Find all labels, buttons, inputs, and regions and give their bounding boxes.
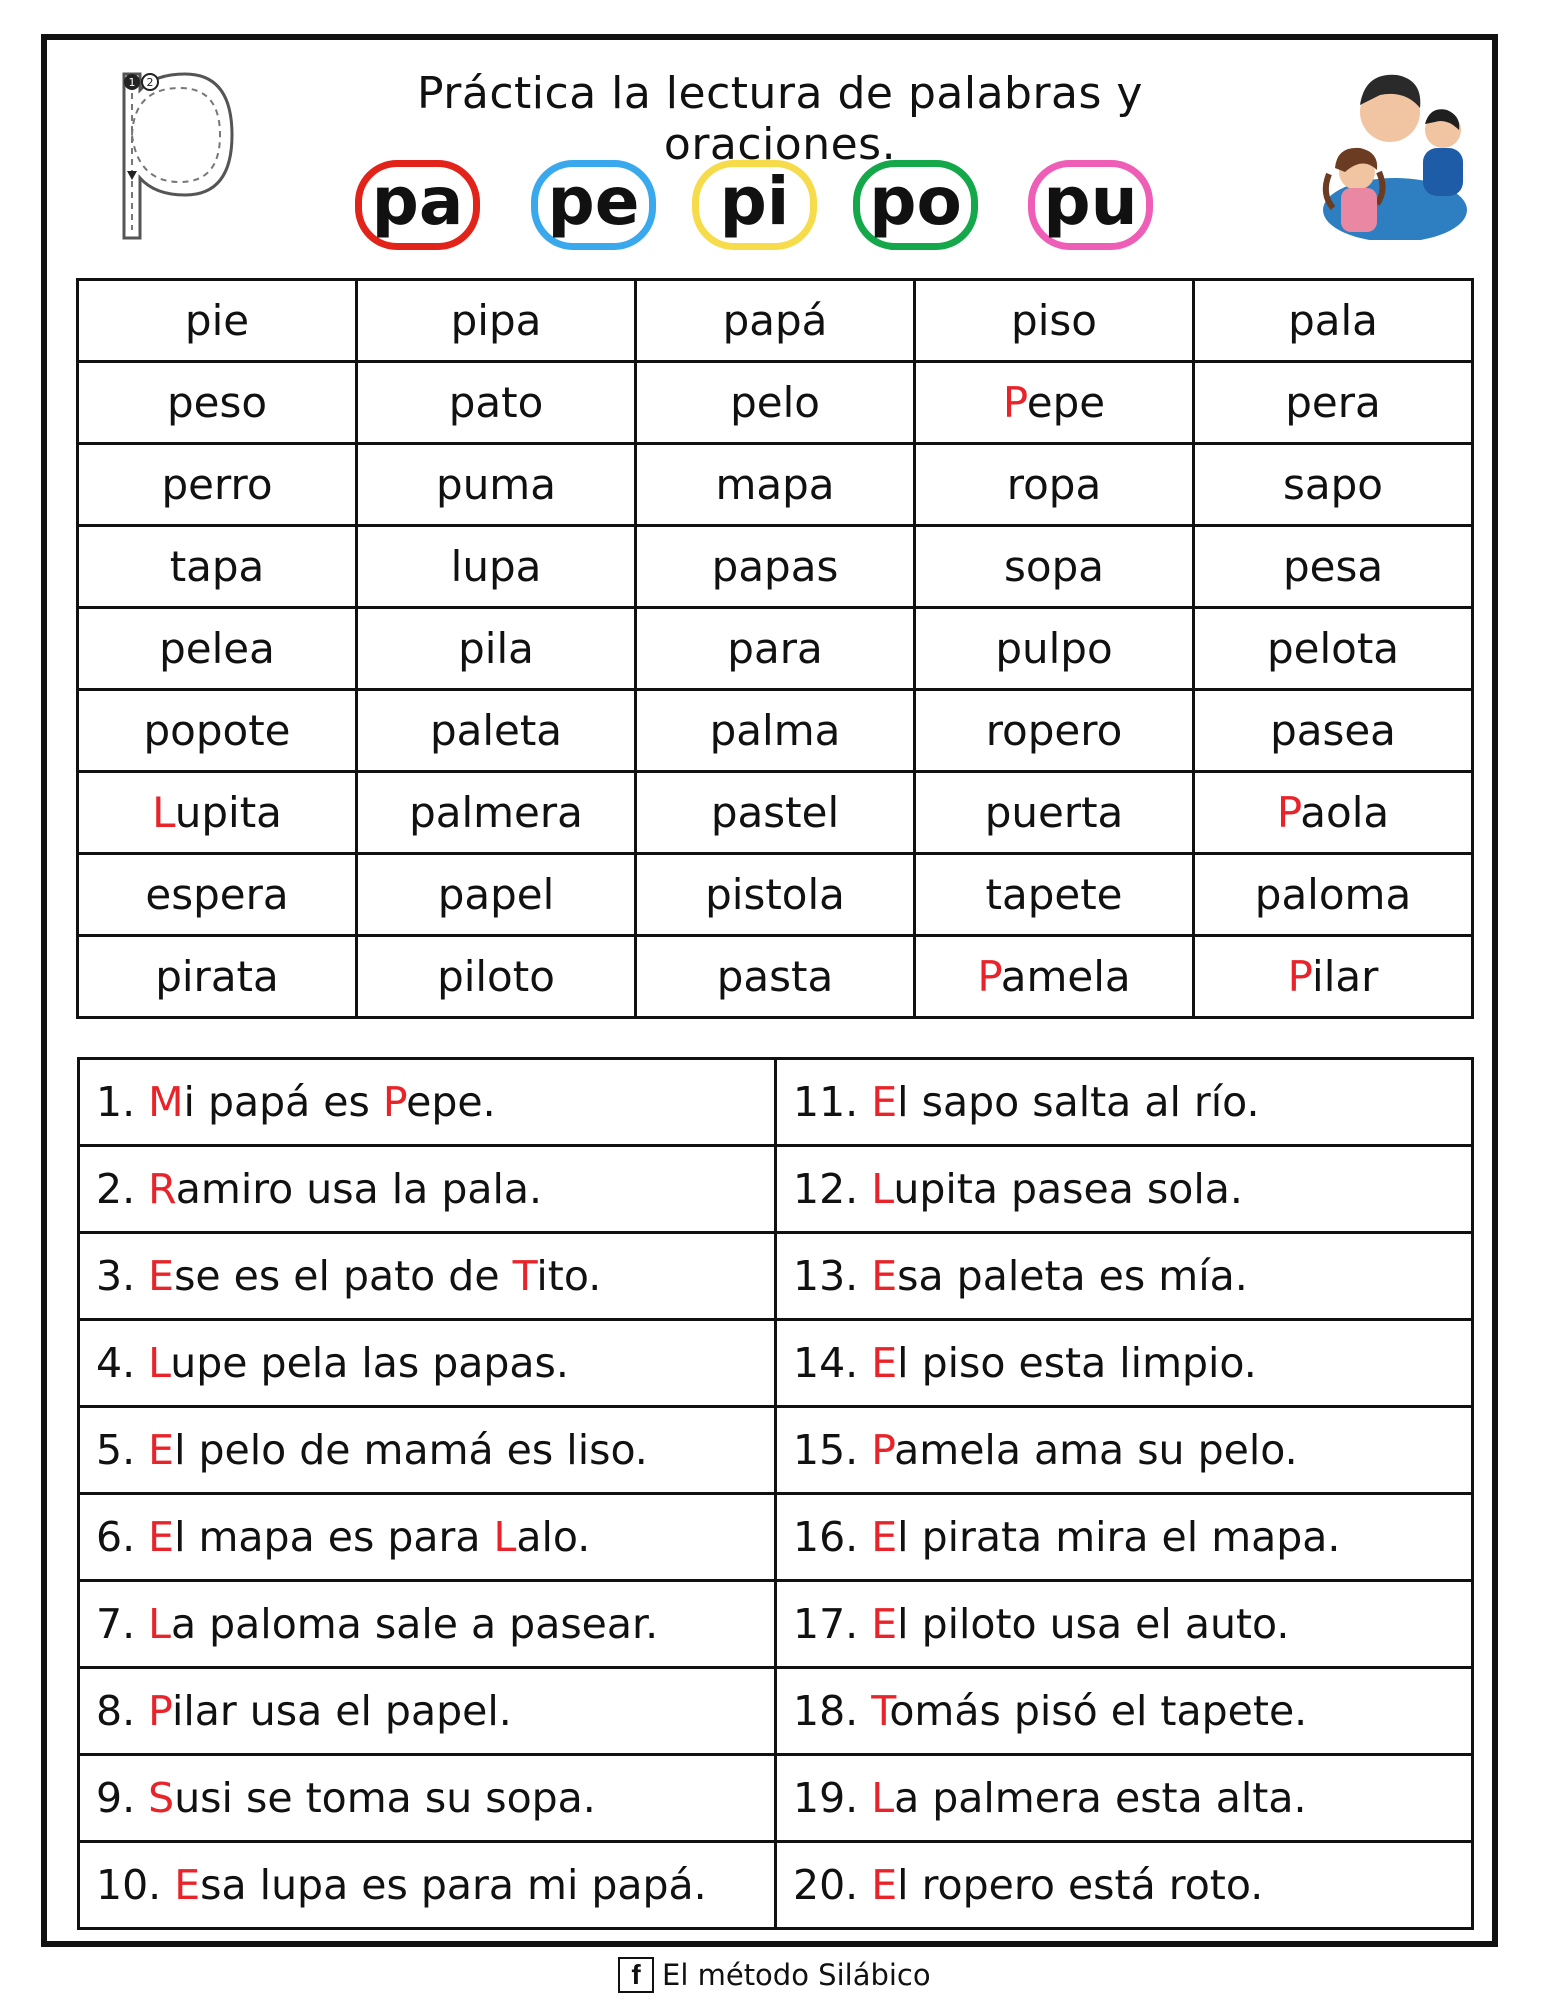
word-cell	[357, 280, 636, 362]
word-cell	[78, 690, 357, 772]
syllable-pa: pa	[355, 160, 480, 250]
sentence-number: 11.	[793, 1078, 872, 1126]
word-text: pistola	[705, 870, 845, 919]
sentence-number: 6.	[96, 1513, 149, 1561]
word-text: tapa	[169, 542, 265, 591]
word-row	[78, 444, 1473, 526]
word-initial: L	[152, 788, 175, 837]
syllable-row	[355, 160, 1175, 260]
sentence-row	[79, 1581, 1473, 1668]
sentence-cell	[79, 1407, 776, 1494]
word-text: pulpo	[995, 624, 1113, 673]
word-row	[78, 936, 1473, 1018]
word-cell	[915, 772, 1194, 854]
word-cell	[78, 280, 357, 362]
sentence-row	[79, 1407, 1473, 1494]
sentence-text: amiro usa la pala.	[175, 1165, 543, 1213]
word-cell	[1194, 362, 1473, 444]
word-text: pelea	[159, 624, 275, 673]
sentence-text: l pelo de mamá es liso.	[174, 1426, 648, 1474]
word-text: papá	[722, 296, 828, 345]
word-cell	[78, 854, 357, 936]
word-cell	[915, 608, 1194, 690]
word-text: tapete	[985, 870, 1123, 919]
sentence-text: l piloto usa el auto.	[897, 1600, 1290, 1648]
word-row	[78, 280, 1473, 362]
sentence-number: 9.	[96, 1774, 149, 1822]
word-cell	[636, 280, 915, 362]
sentence-initial: T	[512, 1252, 537, 1300]
word-cell	[915, 936, 1194, 1018]
word-cell	[357, 772, 636, 854]
sentence-initial: T	[871, 1687, 890, 1735]
word-cell	[1194, 772, 1473, 854]
sentence-initial: E	[871, 1600, 898, 1648]
sentence-number: 15.	[793, 1426, 872, 1474]
sentence-text: l mapa es para	[174, 1513, 494, 1561]
word-text: sapo	[1283, 460, 1383, 509]
word-cell	[357, 936, 636, 1018]
sentence-cell	[776, 1842, 1473, 1929]
word-text: popote	[143, 706, 291, 755]
word-text: mapa	[715, 460, 835, 509]
word-text: pesa	[1282, 542, 1384, 591]
word-text: palma	[709, 706, 841, 755]
sentence-initial: P	[148, 1687, 172, 1735]
sentence-initial: L	[871, 1774, 895, 1822]
word-cell	[1194, 280, 1473, 362]
word-text: pelota	[1266, 624, 1400, 673]
page-title: Práctica la lectura de palabras y oraciones.	[417, 68, 1143, 170]
sentence-text: a paloma sale a pasear.	[171, 1600, 659, 1648]
word-text: aola	[1300, 788, 1390, 837]
word-cell	[915, 690, 1194, 772]
sentence-row	[79, 1668, 1473, 1755]
word-cell	[915, 362, 1194, 444]
sentence-cell	[776, 1320, 1473, 1407]
word-cell	[915, 280, 1194, 362]
word-cell	[1194, 444, 1473, 526]
word-text: papas	[711, 542, 839, 591]
facebook-icon[interactable]: f	[618, 1957, 654, 1993]
word-cell	[357, 526, 636, 608]
word-cell	[636, 772, 915, 854]
word-text: espera	[145, 870, 289, 919]
sentence-row	[79, 1842, 1473, 1929]
sentence-cell	[776, 1581, 1473, 1668]
letter-p-tracing-icon	[110, 60, 240, 245]
word-text: upita	[174, 788, 282, 837]
word-cell	[636, 690, 915, 772]
word-cell	[636, 936, 915, 1018]
word-row	[78, 608, 1473, 690]
word-initial: P	[1002, 378, 1027, 427]
sentence-text: ito.	[536, 1252, 602, 1300]
word-text: pipa	[450, 296, 542, 345]
sentence-row	[79, 1494, 1473, 1581]
sentence-cell	[79, 1059, 776, 1146]
sentence-text: l piso esta limpio.	[897, 1339, 1257, 1387]
word-text: pera	[1285, 378, 1381, 427]
sentence-cell	[79, 1494, 776, 1581]
sentence-number: 8.	[96, 1687, 149, 1735]
word-text: piloto	[437, 952, 555, 1001]
word-cell	[357, 854, 636, 936]
svg-text:2: 2	[146, 76, 154, 89]
word-text: ropa	[1006, 460, 1102, 509]
footer	[618, 1955, 931, 1995]
word-text: sopa	[1004, 542, 1104, 591]
syllable-pe: pe	[531, 160, 656, 250]
word-table	[76, 278, 1474, 1019]
sentence-text: upe pela las papas.	[170, 1339, 569, 1387]
sentence-number: 3.	[96, 1252, 149, 1300]
sentence-number: 12.	[793, 1165, 872, 1213]
sentence-initial: E	[148, 1513, 175, 1561]
sentence-row	[79, 1755, 1473, 1842]
word-text: perro	[161, 460, 273, 509]
sentence-initial: P	[382, 1078, 407, 1126]
sentence-text: l ropero está roto.	[897, 1861, 1264, 1909]
sentence-initial: E	[871, 1078, 898, 1126]
sentence-text: sa paleta es mía.	[897, 1252, 1248, 1300]
sentence-text: epe.	[406, 1078, 496, 1126]
syllable-pu: pu	[1028, 160, 1153, 250]
word-cell	[78, 936, 357, 1018]
sentence-initial: E	[148, 1252, 175, 1300]
sentence-text: l sapo salta al río.	[897, 1078, 1260, 1126]
word-text: pasea	[1270, 706, 1396, 755]
word-cell	[357, 362, 636, 444]
word-row	[78, 526, 1473, 608]
sentence-initial: E	[174, 1861, 201, 1909]
syllable-po: po	[853, 160, 978, 250]
sentence-cell	[79, 1668, 776, 1755]
sentence-cell	[79, 1233, 776, 1320]
word-initial: P	[977, 952, 1001, 1001]
word-cell	[915, 444, 1194, 526]
word-cell	[1194, 608, 1473, 690]
sentence-initial: S	[148, 1774, 175, 1822]
word-text: puerta	[984, 788, 1124, 837]
sentence-initial: M	[148, 1078, 184, 1126]
word-text: papel	[437, 870, 555, 919]
word-cell	[1194, 936, 1473, 1018]
word-cell	[636, 526, 915, 608]
word-text: para	[727, 624, 823, 673]
sentence-initial: L	[148, 1600, 171, 1648]
sentence-text: sa lupa es para mi papá.	[200, 1861, 707, 1909]
sentence-cell	[79, 1146, 776, 1233]
word-cell	[78, 772, 357, 854]
word-cell	[78, 608, 357, 690]
word-text: epe	[1026, 378, 1106, 427]
word-row	[78, 690, 1473, 772]
sentence-number: 2.	[96, 1165, 149, 1213]
word-cell	[636, 608, 915, 690]
word-text: puma	[436, 460, 556, 509]
word-cell	[636, 362, 915, 444]
word-initial: P	[1287, 952, 1313, 1001]
word-text: paleta	[429, 706, 563, 755]
word-cell	[915, 854, 1194, 936]
sentence-number: 20.	[793, 1861, 872, 1909]
sentence-text: ilar usa el papel.	[171, 1687, 512, 1735]
sentence-cell	[776, 1755, 1473, 1842]
word-cell	[1194, 526, 1473, 608]
sentence-cell	[776, 1233, 1473, 1320]
sentence-initial: E	[871, 1252, 898, 1300]
word-cell	[78, 526, 357, 608]
sentence-number: 17.	[793, 1600, 872, 1648]
sentence-cell	[776, 1407, 1473, 1494]
word-text: paloma	[1254, 870, 1412, 919]
sentence-text: alo.	[516, 1513, 591, 1561]
sentence-number: 10.	[96, 1861, 175, 1909]
word-text: pato	[448, 378, 544, 427]
sentence-text: upita pasea sola.	[893, 1165, 1243, 1213]
word-cell	[357, 608, 636, 690]
word-cell	[636, 444, 915, 526]
sentence-number: 16.	[793, 1513, 872, 1561]
sentence-cell	[79, 1320, 776, 1407]
word-cell	[78, 362, 357, 444]
word-cell	[357, 690, 636, 772]
word-cell	[357, 444, 636, 526]
sentence-row	[79, 1233, 1473, 1320]
word-text: lupa	[450, 542, 542, 591]
footer-text: El método Silábico	[662, 1958, 931, 1992]
word-text: pie	[184, 296, 250, 345]
sentence-number: 7.	[96, 1600, 149, 1648]
sentence-cell	[79, 1581, 776, 1668]
sentence-initial: L	[148, 1339, 171, 1387]
word-cell	[1194, 690, 1473, 772]
sentence-table	[77, 1057, 1474, 1930]
sentence-number: 4.	[96, 1339, 149, 1387]
sentence-text: omás pisó el tapete.	[889, 1687, 1308, 1735]
word-text: palmera	[409, 788, 583, 837]
syllable-pi: pi	[692, 160, 817, 250]
word-text: ropero	[985, 706, 1123, 755]
sentence-text: se es el pato de	[174, 1252, 513, 1300]
word-text: pelo	[730, 378, 820, 427]
word-text: ilar	[1312, 952, 1379, 1001]
sentence-row	[79, 1146, 1473, 1233]
sentence-number: 1.	[96, 1078, 149, 1126]
word-text: peso	[166, 378, 268, 427]
sentence-text: l pirata mira el mapa.	[897, 1513, 1341, 1561]
sentence-number: 19.	[793, 1774, 872, 1822]
word-cell	[636, 854, 915, 936]
sentence-text: i papá es	[183, 1078, 383, 1126]
word-text: pirata	[155, 952, 279, 1001]
sentence-initial: E	[871, 1513, 898, 1561]
sentence-text: amela ama su pelo.	[894, 1426, 1298, 1474]
sentence-initial: E	[871, 1339, 898, 1387]
sentence-number: 14.	[793, 1339, 872, 1387]
sentence-cell	[776, 1059, 1473, 1146]
word-cell	[915, 526, 1194, 608]
word-text: pastel	[710, 788, 840, 837]
sentence-initial: L	[871, 1165, 894, 1213]
word-text: piso	[1011, 296, 1097, 345]
sentence-cell	[776, 1146, 1473, 1233]
sentence-number: 18.	[793, 1687, 872, 1735]
sentence-number: 13.	[793, 1252, 872, 1300]
sentence-number: 5.	[96, 1426, 149, 1474]
word-row	[78, 362, 1473, 444]
word-text: pasta	[716, 952, 834, 1001]
sentence-cell	[776, 1494, 1473, 1581]
sentence-initial: E	[148, 1426, 175, 1474]
word-cell	[78, 444, 357, 526]
sentence-row	[79, 1059, 1473, 1146]
sentence-initial: P	[871, 1426, 895, 1474]
word-cell	[1194, 854, 1473, 936]
sentence-cell	[79, 1842, 776, 1929]
sentence-cell	[776, 1668, 1473, 1755]
sentence-initial: E	[871, 1861, 898, 1909]
sentence-text: usi se toma su sopa.	[174, 1774, 596, 1822]
sentence-cell	[79, 1755, 776, 1842]
word-text: amela	[1000, 952, 1131, 1001]
word-initial: P	[1276, 788, 1301, 837]
word-text: pala	[1288, 296, 1378, 345]
word-row	[78, 772, 1473, 854]
word-text: pila	[458, 624, 534, 673]
family-illustration	[1305, 60, 1470, 240]
sentence-text: a palmera esta alta.	[894, 1774, 1307, 1822]
sentence-initial: L	[493, 1513, 517, 1561]
svg-text:1: 1	[128, 76, 136, 89]
sentence-row	[79, 1320, 1473, 1407]
sentence-initial: R	[148, 1165, 176, 1213]
word-row	[78, 854, 1473, 936]
